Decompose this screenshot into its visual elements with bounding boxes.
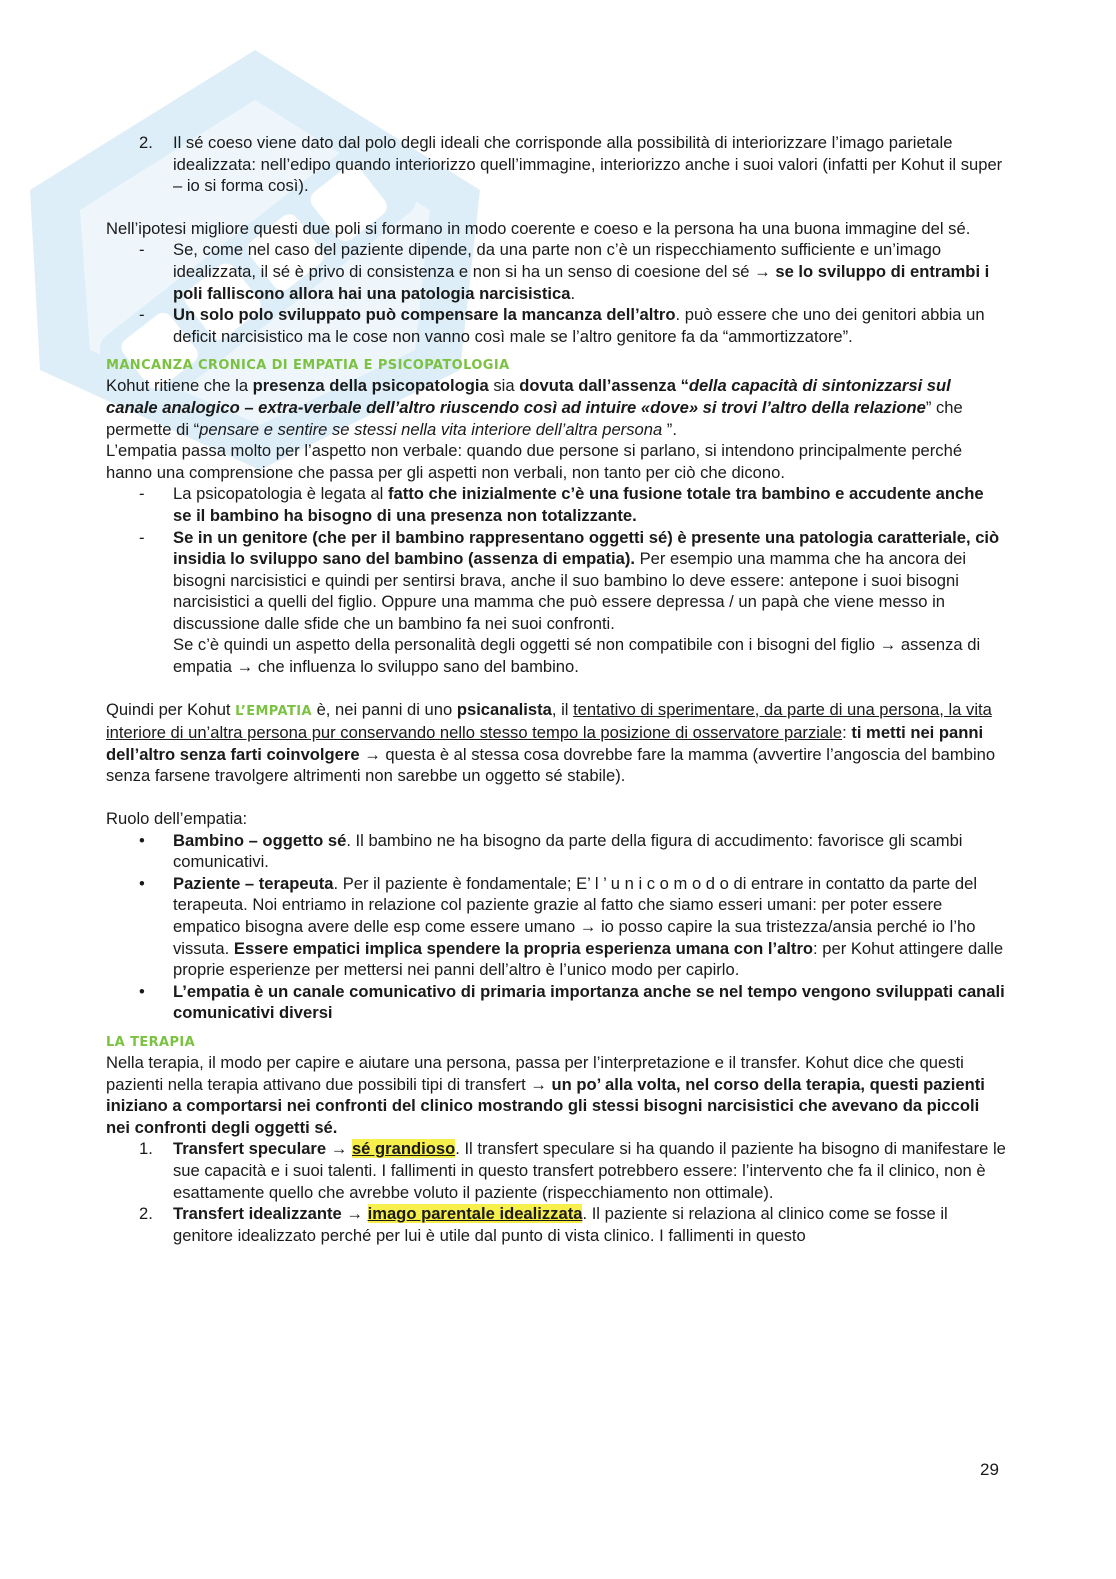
item-text: Se, come nel caso del paziente dipende, da una parte non c’è un rispecchiamento sufficiente e un’imago idealizzata, il sé è privo di consistenza e non si ha un senso di coesione del sé: [173, 240, 942, 281]
dash-item: [106, 483, 1006, 526]
text-run: :: [842, 723, 852, 743]
paragraph: [106, 699, 1006, 787]
paragraph: Nell’ipotesi migliore questi due poli si formano in modo coerente e coeso e la persona ha una buona immagine del sé.: [106, 218, 971, 238]
underlined-text: tentativo di sperimentare, da parte di una persona, la vita interiore di un’altra persona pur conservando nello stesso tempo la posizione di osservatore parziale: [106, 699, 992, 743]
text-run: Nella terapia, il modo per capire e aiutare una persona, passa per l’interpretazione e il transfer. Kohut dice che questi pazienti nella terapia attivano due possibili tipi di transfert →: [106, 1052, 964, 1094]
numbered-item: [106, 1203, 1006, 1246]
bold-text: L’empatia è un canale comunicativo di primaria importanza anche se nel tempo vengono sviluppati canali comunicativi diversi: [173, 981, 1005, 1023]
highlighted-text: imago parentale idealizzata: [367, 1204, 583, 1224]
bold-text: Un solo polo sviluppato può compensare la mancanza dell’altro: [173, 305, 676, 325]
item-text: Il sé coeso viene dato dal polo degli ideali che corrisponde alla possibilità di interiorizzare l’imago parietale idealizzata: nell’edipo quando interiorizzo quell’immagine, interiorizzo anche i suoi valori (infatti per Kohut il super – io si forma così).: [173, 133, 1003, 196]
italic-text: pensare e sentire se stessi nella vita interiore dell’altra persona: [199, 419, 667, 439]
list-marker: -: [139, 484, 145, 504]
section-heading: LA TERAPIA: [106, 1034, 196, 1050]
bold-text: un po’ alla volta, nel corso della terapia, questi pazienti iniziano a comportarsi nei confronti del clinico mostrando gli stessi bisogni narcisistici che avevano da piccoli nei confronti degli oggetti sé: [106, 1074, 985, 1137]
text-run: sia: [488, 376, 520, 396]
highlighted-text: sé grandioso: [351, 1139, 456, 1159]
text-run: , il: [551, 699, 574, 719]
bold-text: presenza della psicopatologia: [252, 376, 489, 396]
item-text: : per Kohut attingere dalle proprie esperienze per mettersi nei panni dell’altro è l’unico modo per capirlo.: [173, 938, 1004, 980]
text-run: Kohut ritiene che la: [106, 376, 253, 396]
section-heading: MANCANZA CRONICA DI EMPATIA E PSICOPATOLOGIA: [106, 358, 510, 374]
list-marker: 2.: [139, 1204, 153, 1224]
bullet-marker: •: [139, 981, 145, 1001]
dash-item: [106, 304, 1006, 347]
bold-text: Paziente – terapeuta: [173, 873, 334, 893]
text-run: è, nei panni di uno: [311, 699, 457, 719]
bullet-item: [106, 873, 1006, 981]
bold-text: .: [332, 1117, 338, 1137]
item-text: Se c’è quindi un aspetto della personalità degli oggetti sé non compatibile con i bisogni del figlio → assenza di empatia → che influenza lo sviluppo sano del bambino.: [173, 635, 981, 677]
green-keyword: L’EMPATIA: [235, 703, 312, 719]
bullet-marker: •: [139, 830, 145, 850]
list-marker: -: [139, 240, 145, 260]
item-text: Per esempio una mamma che ha ancora dei bisogni narcisistici e quindi per sentirsi brava, anche il suo bambino lo deve essere: antepone i suoi bisogni narcisistici a quelli del figlio. Oppure una mamma che può essere depressa / un papà che viene messo in discussione dalle sfide che un bambino fa nei suoi confronti.: [173, 549, 967, 633]
item-text: . può essere che uno dei genitori abbia un deficit narcisistico ma le cose non vanno così male se l’altro genitore fa da “ammortizzatore”.: [173, 305, 985, 346]
dash-item: [106, 527, 1006, 678]
paragraph: Ruolo dell’empatia:: [106, 809, 248, 829]
item-text: . Il paziente si relaziona al clinico come se fosse il genitore idealizzato perché per lui è utile dal punto di vista clinico. I fallimenti in questo: [173, 1204, 948, 1245]
item-text: La psicopatologia è legata al: [173, 484, 388, 504]
paragraph: [106, 375, 1006, 440]
list-marker: -: [139, 305, 145, 325]
list-marker: 2.: [139, 133, 153, 152]
bullet-item: [106, 830, 1006, 873]
numbered-item: [106, 132, 1006, 197]
list-marker: -: [139, 527, 145, 547]
bold-text: psicanalista: [456, 699, 552, 719]
dash-item: [106, 239, 1006, 304]
text-run: ”.: [666, 419, 677, 439]
bold-text: ti metti nei panni dell’altro senza farti coinvolgere: [106, 723, 984, 764]
arrow-text: →: [749, 261, 776, 281]
item-text: . Il bambino ne ha bisogno da parte della figura di accudimento: favorisce gli scambi comunicativi.: [173, 830, 963, 872]
paragraph: L’empatia passa molto per l’aspetto non verbale: quando due persone si parlano, si intendono principalmente perché hanno una comprensione che passa per gli aspetti non verbali, non tanto per ciò che dicono.: [106, 441, 963, 482]
item-text: . Per il paziente è fondamentale; E’ l ’ u n i c o m o d o di entrare in contatto da parte del terapeuta. Noi entriamo in relazione col paziente grazie al fatto che siamo esseri umani: per poter essere empatico bisogna avere delle esp come essere umano → io posso capire la sua tristezza/ansia perché io l’ho vissuta.: [173, 873, 978, 958]
item-text: .: [570, 283, 576, 303]
text-run: → questa è al stessa cosa dovrebbe fare la mamma (avvertire l’angoscia del bambino senza farsene travolgere altrimenti non sarebbe un oggetto sé stabile).: [106, 744, 996, 786]
arrow-text: →: [326, 1139, 352, 1159]
bold-text: dovuta dall’assenza “: [519, 376, 689, 396]
paragraph: [106, 1052, 1006, 1138]
bold-text: Transfert speculare: [173, 1139, 327, 1159]
bold-text: Se in un genitore (che per il bambino rappresentano oggetti sé) è presente una patologia caratteriale, ciò insidia lo sviluppo sano del bambino (assenza di empatia).: [173, 527, 1000, 569]
bold-text: se lo sviluppo di entrambi i poli falliscono allora hai una patologia narcisistica: [173, 261, 990, 303]
bullet-item: [106, 981, 1006, 1024]
bullet-marker: •: [139, 873, 145, 893]
item-text: . Il transfert speculare si ha quando il paziente ha bisogno di manifestare le sue capacità e i suoi talenti. I fallimenti in questo transfert potrebbero essere: l’intervento che fa il clinico, non è esattamente quello che avrebbe voluto il paziente (rispecchiamento non ottimale).: [173, 1139, 1006, 1202]
bold-text: Essere empatici implica spendere la propria esperienza umana con l’altro: [233, 938, 814, 958]
numbered-item: [106, 1138, 1006, 1203]
bold-italic-text: della capacità di sintonizzarsi sul canale analogico – extra-verbale dell’altro riuscendo così ad intuire «dove» si trovi l’altro della relazione: [106, 376, 951, 417]
text-run: Quindi per Kohut: [106, 699, 236, 719]
list-marker: 1.: [139, 1139, 153, 1159]
text-run: ” che permette di “: [106, 397, 963, 439]
bold-text: fatto che inizialmente c’è una fusione totale tra bambino e accudente anche se il bambino ha bisogno di una presenza non totalizzante.: [173, 484, 984, 525]
document-page: [106, 132, 1006, 1246]
arrow-text: →: [341, 1204, 368, 1224]
bold-text: Transfert idealizzante: [173, 1204, 342, 1224]
bold-text: Bambino – oggetto sé: [173, 830, 347, 850]
page-number: 29: [980, 1460, 999, 1479]
